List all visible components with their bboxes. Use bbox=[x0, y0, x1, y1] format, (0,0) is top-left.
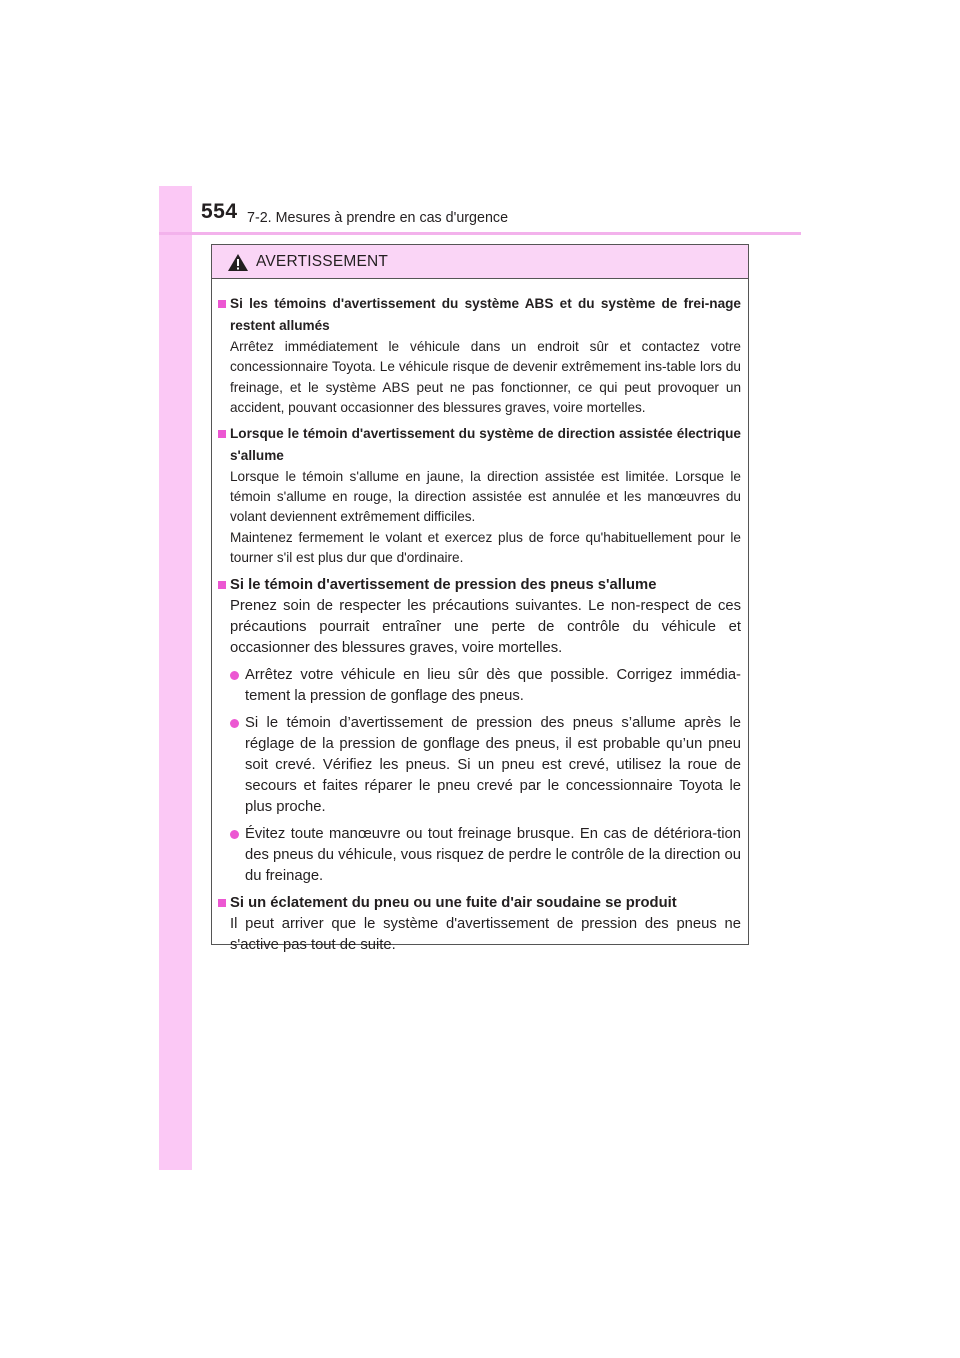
list-item: Évitez toute manœuvre ou tout freinage brusque. En cas de détériora-tion des pneus du véhicule, vous risquez de perdre le contrôle de la direction ou du freinage. bbox=[230, 824, 741, 887]
round-bullet-icon bbox=[230, 830, 239, 839]
warning-box bbox=[211, 244, 749, 953]
item-text: Maintenez fermement le volant et exercez plus de force qu'habituellement pour le tourner s'il est plus dur que d'ordinaire. bbox=[230, 529, 741, 566]
round-bullet-icon bbox=[230, 719, 239, 728]
square-bullet-icon bbox=[218, 581, 226, 589]
side-tab-band bbox=[159, 186, 192, 1170]
header-rule bbox=[159, 232, 801, 235]
warning-item-power-steering bbox=[218, 423, 741, 569]
item-heading: Si les témoins d'avertissement du système ABS et du système de frei-nage restent allumés bbox=[230, 296, 741, 333]
item-text: Arrêtez immédiatement le véhicule dans un endroit sûr et contactez votre concessionnaire Toyota. Le véhicule risque de devenir extrêmement ins-table lors du freinage, et le système ABS peut ne pas fonctionner, ce qui peut provoquer un accident, pouvant occasionner des blessures graves, voire mortelles. bbox=[230, 339, 741, 416]
section-title: 7-2. Mesures à prendre en cas d'urgence bbox=[247, 210, 509, 226]
square-bullet-icon bbox=[218, 300, 226, 308]
warning-item-abs bbox=[218, 293, 741, 419]
item-heading: Lorsque le témoin d'avertissement du système de direction assistée électrique s'allume bbox=[230, 425, 741, 463]
item-heading: Si le témoin d'avertissement de pression des pneus s'allume bbox=[230, 576, 657, 593]
page-number: 554 bbox=[201, 200, 238, 223]
square-bullet-icon bbox=[218, 899, 226, 907]
square-bullet-icon bbox=[218, 430, 226, 438]
item-text: Prenez soin de respecter les précautions suivantes. Le non-respect de ces précautions pourrait entraîner une perte de contrôle du véhicule et occasionner des blessures graves, voire mortelles. bbox=[230, 597, 741, 656]
item-text: Lorsque le témoin s'allume en jaune, la direction assistée est limitée. Lorsque le témoin s'allume en rouge, la direction assistée est annulée et les manœuvres du volant deviennent extrêmement difficiles. bbox=[230, 468, 741, 525]
list-item: Arrêtez votre véhicule en lieu sûr dès que possible. Corrigez immédia-tement la pression de gonflage des pneus. bbox=[230, 665, 741, 707]
warning-triangle-icon bbox=[227, 253, 249, 272]
warning-header bbox=[212, 245, 748, 279]
round-bullet-icon bbox=[230, 671, 239, 680]
item-heading: Si un éclatement du pneu ou une fuite d'air soudaine se produit bbox=[230, 894, 677, 911]
item-text: Il peut arriver que le système d'avertissement de pression des pneus ne s'active pas tout de suite. bbox=[230, 915, 741, 953]
list-item: Si le témoin d’avertissement de pression des pneus s’allume après le réglage de la pression de gonflage des pneus, il est probable qu’un pneu soit crevé. Vérifiez les pneus. Si un pneu est crevé, utilisez la roue de secours et faites réparer le pneu crevé par le concessionnaire Toyota le plus proche. bbox=[230, 713, 741, 818]
warning-title: AVERTISSEMENT bbox=[256, 253, 389, 270]
warning-body bbox=[212, 279, 748, 956]
warning-item-tire-pressure bbox=[218, 574, 741, 887]
warning-item-tire-burst bbox=[218, 892, 741, 956]
